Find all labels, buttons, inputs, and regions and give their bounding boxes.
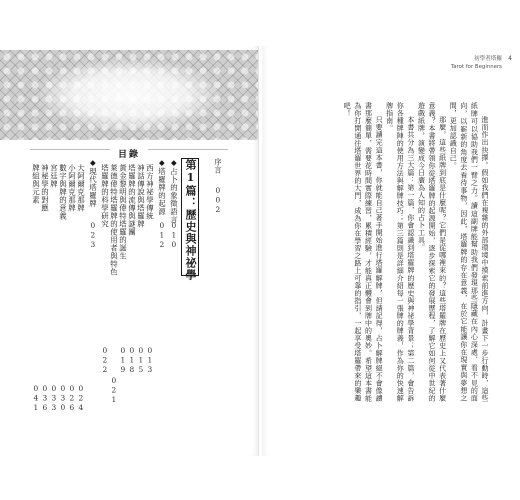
toc-entry-title: 塔羅牌的科學研究 xyxy=(100,164,110,228)
toc-entry-page: 024 xyxy=(76,384,86,413)
toc-entry-page: 026 xyxy=(67,384,77,413)
toc-entry-page: 036 xyxy=(40,384,50,413)
toc-entry-title: 數字與牌的意義 xyxy=(58,164,68,220)
toc-entry-page: 018 xyxy=(127,346,137,375)
toc-entry-title: 小阿爾克那牌 xyxy=(67,164,77,212)
toc-entry-page: 023 xyxy=(88,221,98,250)
toc-entry-title: 牌組與元素 xyxy=(31,164,41,204)
toc-entry-page: 013 xyxy=(145,346,155,375)
toc-entry-title: 塔羅牌的流傳與謎團 xyxy=(127,164,137,236)
toc-entry-page: 022 xyxy=(100,346,110,375)
toc-entry-page: 012 xyxy=(157,221,167,250)
running-header xyxy=(451,54,502,70)
toc-entry-title: 神話傳說與塔羅牌 xyxy=(136,164,146,228)
preface-page xyxy=(262,46,520,456)
toc-entry-title: ◆現代塔羅牌 xyxy=(88,158,98,208)
toc-entry-title: 宮廷牌 xyxy=(49,164,59,188)
paragraph: 進而作出抉擇。假如我們在複雜的外部環境中摸索前進方向，計畫下一步行動時，這些紙牌可以協助我們一臂之力。讀這副牌能幫助我們發現那些隱藏在內心深處、看不見的面向，以嶄新的角度去看待事物，因此，塔羅牌的存在意義，在於它能讓你在現實與夢想之間，更加認識自己。 xyxy=(449,102,489,402)
toc-entry-page: 041 xyxy=(31,384,41,413)
toc-entry-page: 010 xyxy=(169,221,179,250)
toc-entry-page: 019 xyxy=(118,346,128,375)
toc-entry-page: 021 xyxy=(109,376,119,405)
toc-entry-title: ◆塔羅牌的起源 xyxy=(157,158,167,216)
toc-entry-page: 002 xyxy=(213,186,223,215)
book-spread xyxy=(0,46,520,456)
decorative-banner xyxy=(0,50,258,140)
toc-label: 目錄 xyxy=(110,145,148,162)
toc-entry-page: 030 xyxy=(58,384,68,413)
toc-entry-title: ◆占卜的象徵語言 xyxy=(169,158,179,224)
preface-body xyxy=(278,102,490,402)
toc-entry-title: 神秘學的對應 xyxy=(40,164,50,212)
toc-entry-title: 萊德偉特塔羅牌的使用者與特色 xyxy=(109,164,119,276)
running-header-en: Tarot for Beginners xyxy=(450,64,502,70)
toc-page xyxy=(0,46,259,456)
paragraph: 只要讀完這本書，你就能自己著手開始進行塔羅解牌，但請記得，占卜解牌絕不會像讀書那麼簡單，需要花時間實際練習，累積經驗，才能真正體會到牌中的奧妙。希望這本書能為你打開通往塔羅世界的大門，成為你在學習之路上可靠的指引，一起享受塔羅帶來的樂趣吧！ xyxy=(343,102,384,402)
toc-entry-title: 黃金黎明與偉特塔羅的誕生 xyxy=(118,164,128,260)
part-heading-box xyxy=(181,158,199,281)
paragraph: 那麼，這些紙牌到底是什麼呢？它們是從哪裡來的？這些塔羅牌在歷史上又代表著什麼意義？本書將帶領你從塔羅牌的起源開始，逐步探索它的發展歷程，了解它如何從中世紀的遊戲紙牌，演變成今日廣為人知的占卜工具。 xyxy=(417,102,447,402)
toc-entry-page: 015 xyxy=(136,346,146,375)
page-number: 4 xyxy=(508,55,512,62)
toc-entry-title: 大阿爾克那牌 xyxy=(76,164,86,212)
paragraph: 本書共分為三大篇：第一篇，你會認識到塔羅牌的歷史與神祕學背景；第二篇，會告訴你各種牌陣的使用方法與解牌技巧；第三篇則是詳細介紹每一張牌的牌義，作為你的快速解牌指南。 xyxy=(385,102,415,402)
running-header-zh: 初學者塔羅 xyxy=(474,56,502,62)
toc-entry-page: 033 xyxy=(49,384,59,413)
toc-entry-title: 西方神祕學傳統 xyxy=(145,164,155,220)
banner-glow xyxy=(40,60,218,130)
part-heading: 第1篇：歷史與神祕學 xyxy=(184,159,197,281)
toc-entry-title: 序言 xyxy=(213,158,223,174)
